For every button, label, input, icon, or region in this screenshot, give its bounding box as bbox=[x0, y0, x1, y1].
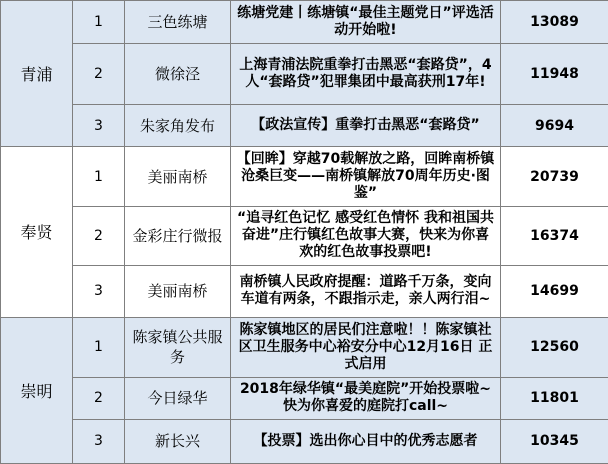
rank-cell: 2 bbox=[73, 44, 125, 105]
rank-cell: 3 bbox=[73, 419, 125, 463]
account-cell: 陈家镇公共服务 bbox=[125, 317, 231, 377]
reads-cell: 11801 bbox=[501, 377, 608, 419]
account-cell: 新长兴 bbox=[125, 419, 231, 463]
table-row bbox=[1, 265, 608, 317]
rank-cell: 2 bbox=[73, 377, 125, 419]
title-cell: 【政法宣传】重拳打击黑恶“套路贷” bbox=[231, 105, 501, 147]
rank-cell: 3 bbox=[73, 105, 125, 147]
table-row bbox=[1, 377, 608, 419]
reads-cell: 14699 bbox=[501, 265, 608, 317]
reads-cell: 11948 bbox=[501, 44, 608, 105]
table-row bbox=[1, 147, 608, 207]
title-cell: 练塘党建丨练塘镇“最佳主题党日”评选活动开始啦! bbox=[231, 1, 501, 44]
reads-cell: 16374 bbox=[501, 207, 608, 265]
account-cell: 美丽南桥 bbox=[125, 147, 231, 207]
account-cell: 美丽南桥 bbox=[125, 265, 231, 317]
account-cell: 朱家角发布 bbox=[125, 105, 231, 147]
title-cell: 上海青浦法院重拳打击黑恶“套路贷”，4人“套路贷”犯罪集团中最高获刑17年! bbox=[231, 44, 501, 105]
table-row bbox=[1, 207, 608, 265]
rank-cell: 3 bbox=[73, 265, 125, 317]
reads-cell: 10345 bbox=[501, 419, 608, 463]
title-cell: 南桥镇人民政府提醒：道路千万条，变向车道有两条，不跟指示走，亲人两行泪~ bbox=[231, 265, 501, 317]
table-row bbox=[1, 105, 608, 147]
table-row bbox=[1, 419, 608, 463]
title-cell: 陈家镇地区的居民们注意啦！！陈家镇社区卫生服务中心裕安分中心12月16日 正式启用 bbox=[231, 317, 501, 377]
rank-cell: 1 bbox=[73, 1, 125, 44]
district-cell: 崇明 bbox=[1, 317, 73, 463]
title-cell: 【投票】选出你心目中的优秀志愿者 bbox=[231, 419, 501, 463]
account-cell: 三色练塘 bbox=[125, 1, 231, 44]
title-cell: 2018年绿华镇“最美庭院”开始投票啦~快为你喜爱的庭院打call~ bbox=[231, 377, 501, 419]
title-cell: 【回眸】穿越70载解放之路，回眸南桥镇沧桑巨变——南桥镇解放70周年历史·图鉴” bbox=[231, 147, 501, 207]
account-cell: 今日绿华 bbox=[125, 377, 231, 419]
table-row bbox=[1, 44, 608, 105]
account-cell: 微徐泾 bbox=[125, 44, 231, 105]
rank-cell: 1 bbox=[73, 317, 125, 377]
reads-cell: 13089 bbox=[501, 1, 608, 44]
account-cell: 金彩庄行微报 bbox=[125, 207, 231, 265]
rank-cell: 1 bbox=[73, 147, 125, 207]
reads-cell: 20739 bbox=[501, 147, 608, 207]
title-cell: “追寻红色记忆 感受红色情怀 我和祖国共奋进”庄行镇红色故事大赛，快来为你喜欢的红色故事投票吧! bbox=[231, 207, 501, 265]
table-row bbox=[1, 317, 608, 377]
district-cell: 青浦 bbox=[1, 1, 73, 147]
district-cell: 奉贤 bbox=[1, 147, 73, 317]
reads-cell: 12560 bbox=[501, 317, 608, 377]
rank-cell: 2 bbox=[73, 207, 125, 265]
table-row bbox=[1, 1, 608, 44]
reads-cell: 9694 bbox=[501, 105, 608, 147]
